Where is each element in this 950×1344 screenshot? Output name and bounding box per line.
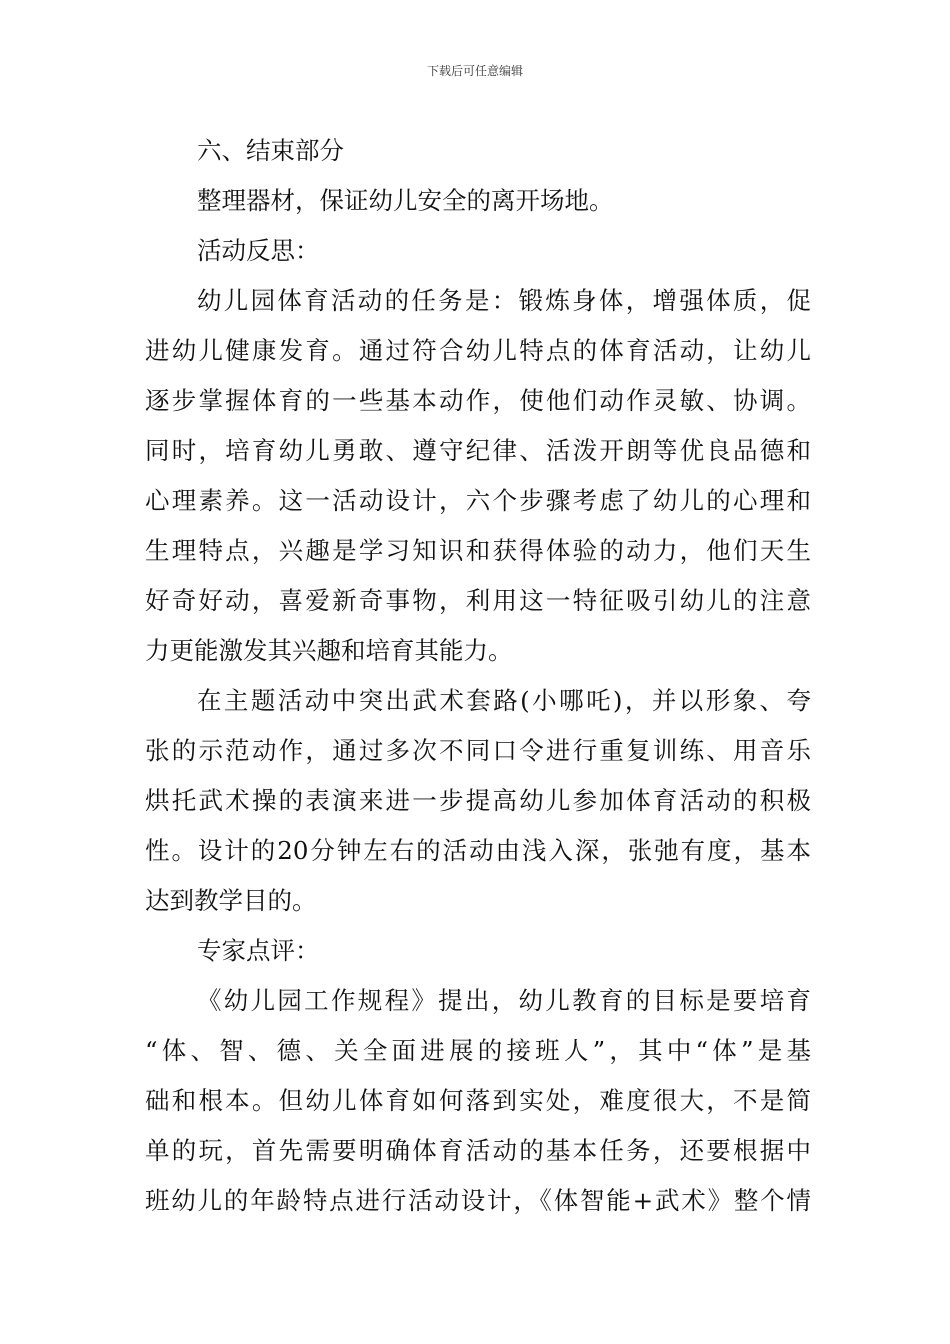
- page-header: 下载后可任意编辑: [426, 64, 523, 78]
- text-line: 班幼儿的年龄特点进行活动设计，《体智能+武术》整个情: [145, 1186, 811, 1215]
- text-line: 好奇好动，喜爱新奇事物，利用这一特征吸引幼儿的注意: [145, 586, 811, 615]
- text-line: 力更能激发其兴趣和培育其能力。: [145, 636, 513, 665]
- text-line: 同时，培育幼儿勇敢、遵守纪律、活泼开朗等优良品德和: [145, 436, 811, 465]
- text-line: 幼儿园体育活动的任务是：锻炼身体，增强体质，促: [197, 286, 811, 315]
- text-line: 烘托武术操的表演来进一步提高幼儿参加体育活动的积极: [145, 786, 811, 815]
- text-line: 性。设计的20分钟左右的活动由浅入深，张弛有度，基本: [145, 836, 811, 865]
- text-line: 础和根本。但幼儿体育如何落到实处，难度很大，不是简: [145, 1086, 811, 1115]
- text-line: 六、结束部分: [197, 136, 344, 165]
- text-line: 专家点评：: [197, 936, 320, 965]
- document-body: [145, 126, 811, 1226]
- text-line: 心理素养。这一活动设计，六个步骤考虑了幼儿的心理和: [145, 486, 811, 515]
- text-line: 进幼儿健康发育。通过符合幼儿特点的体育活动，让幼儿: [145, 336, 811, 365]
- text-line: 《幼儿园工作规程》提出，幼儿教育的目标是要培育: [197, 986, 811, 1015]
- text-line: 生理特点，兴趣是学习知识和获得体验的动力，他们天生: [145, 536, 811, 565]
- text-line: 逐步掌握体育的一些基本动作，使他们动作灵敏、协调。: [145, 386, 811, 415]
- text-line: 活动反思：: [197, 236, 320, 265]
- text-line: 单的玩，首先需要明确体育活动的基本任务，还要根据中: [145, 1136, 811, 1165]
- text-line: “体、智、德、关全面进展的接班人”，其中“体”是基: [145, 1036, 811, 1065]
- text-line: 张的示范动作，通过多次不同口令进行重复训练、用音乐: [145, 736, 811, 765]
- text-line: 整理器材，保证幼儿安全的离开场地。: [197, 186, 614, 215]
- text-line: 在主题活动中突出武术套路(小哪吒)，并以形象、夸: [197, 686, 811, 715]
- text-line: 达到教学目的。: [145, 886, 317, 915]
